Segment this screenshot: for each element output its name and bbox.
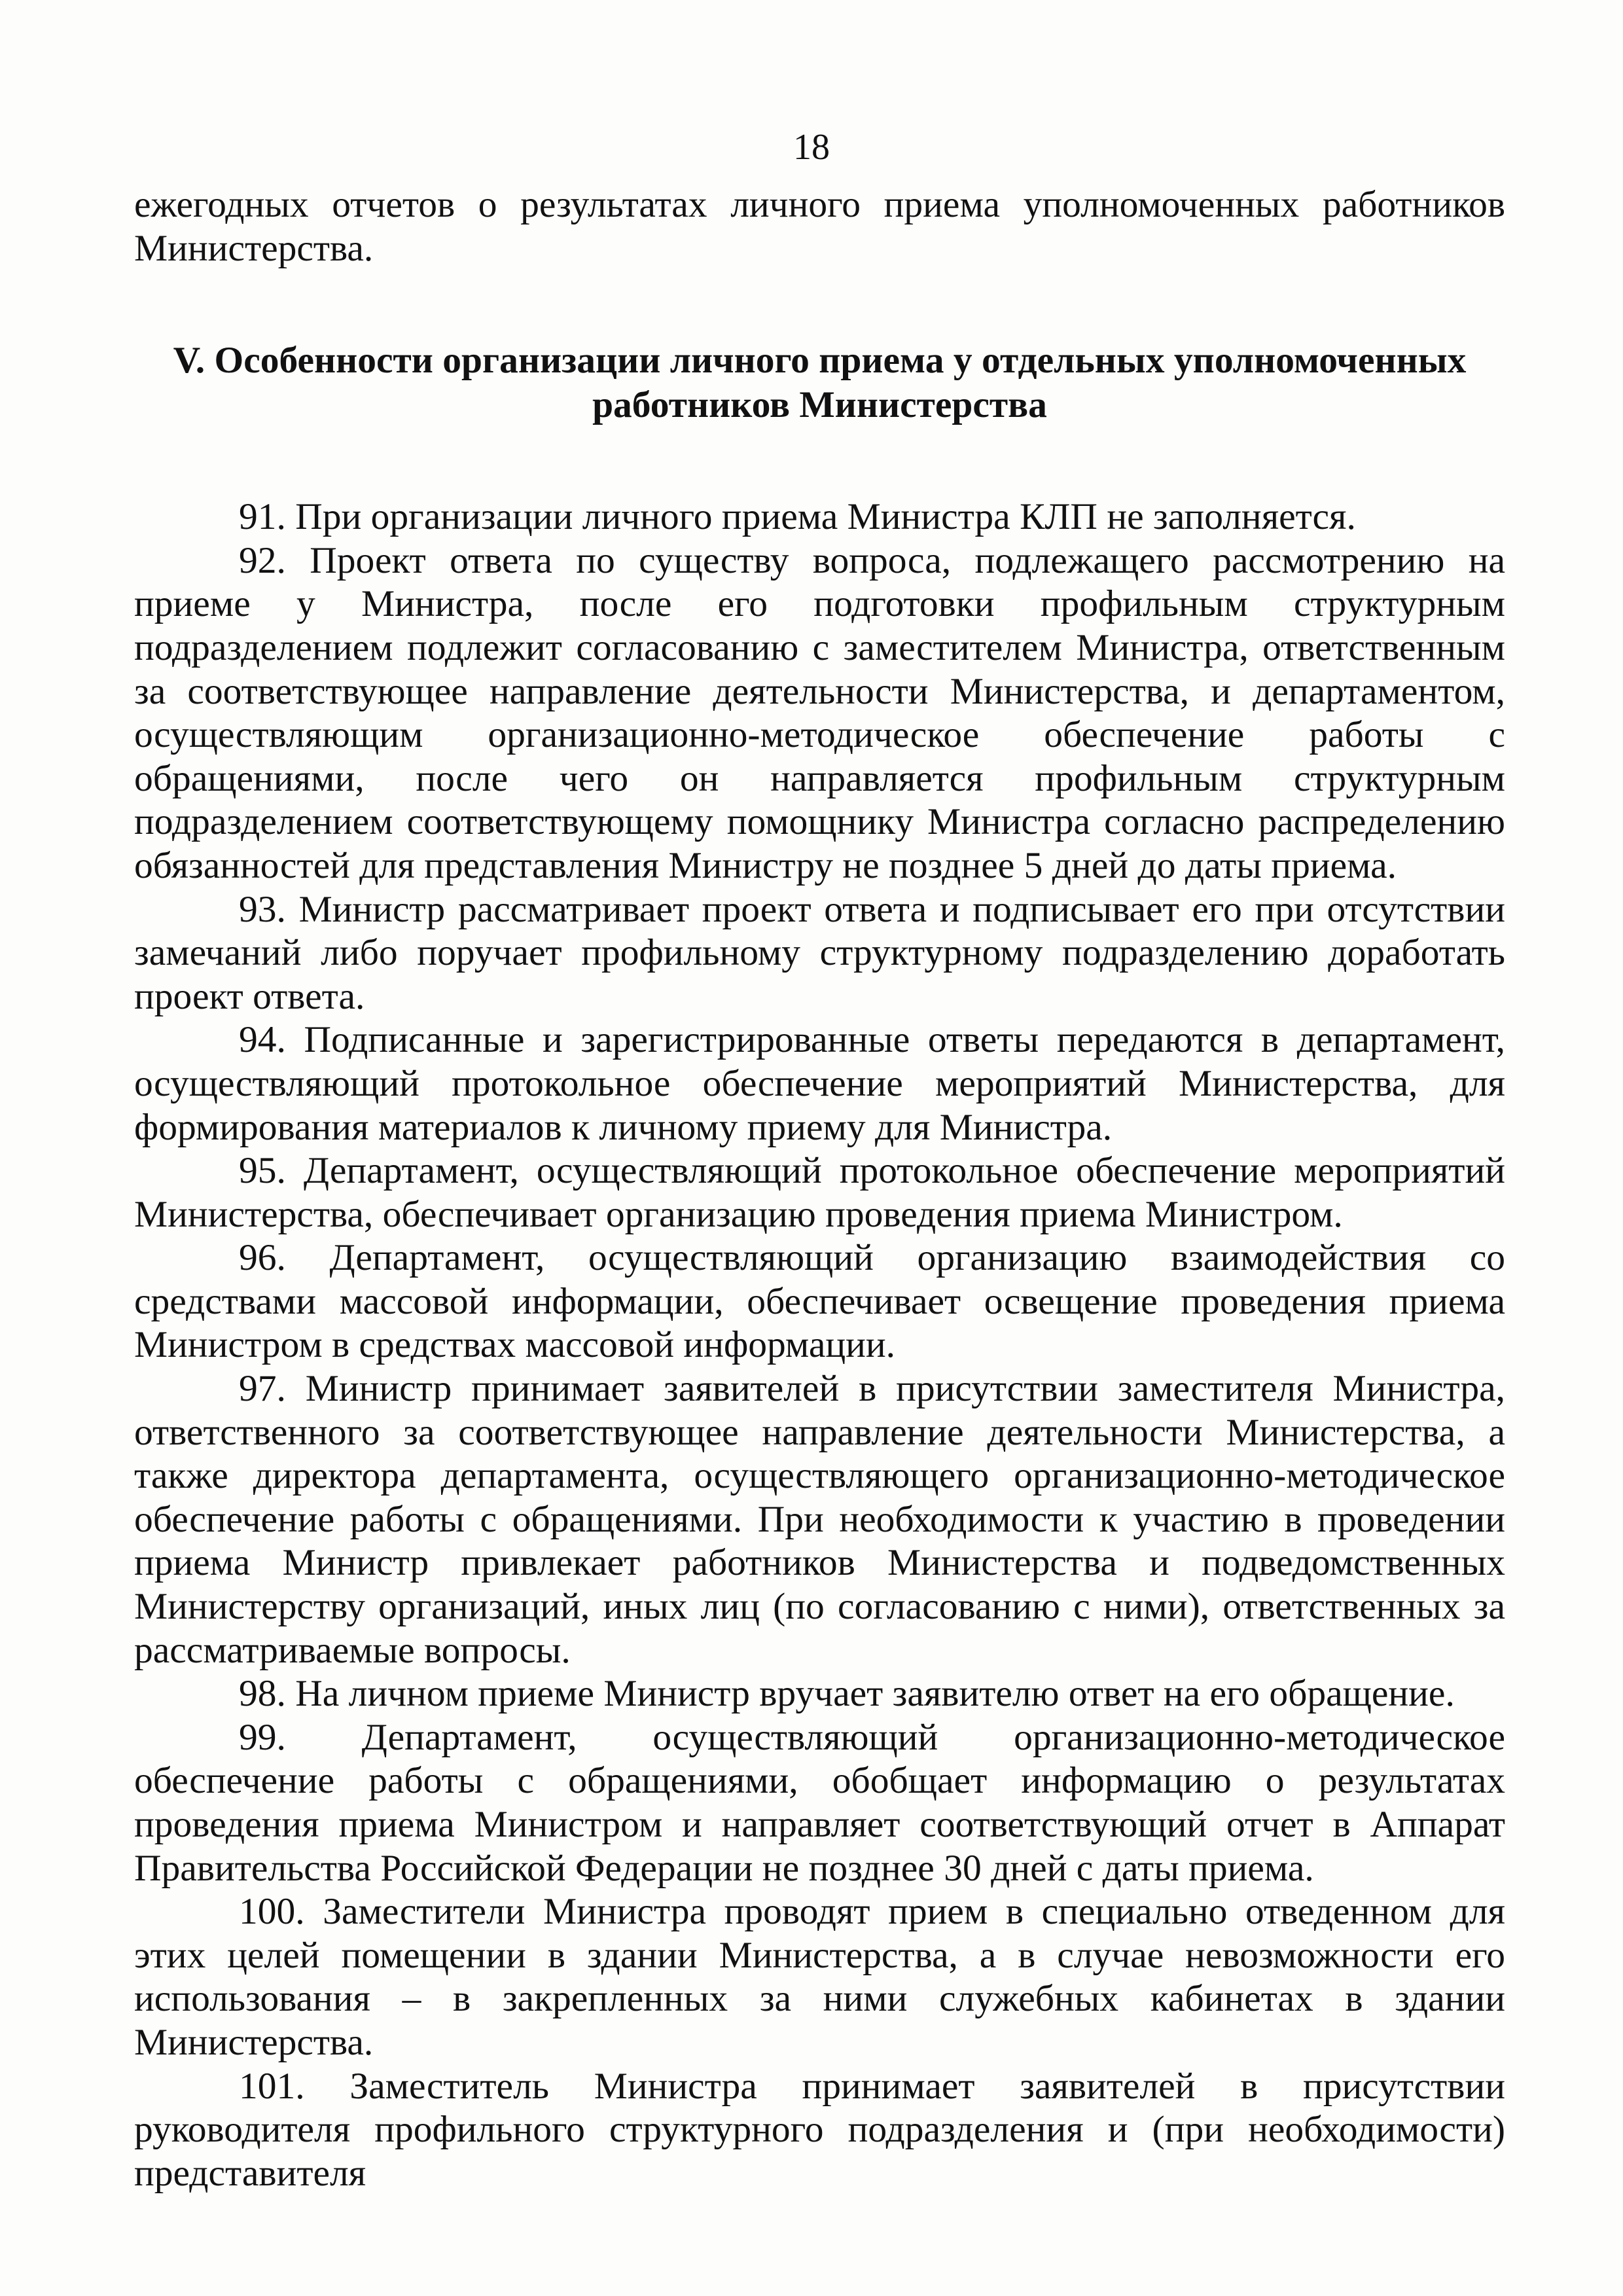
paragraph-99: 99. Департамент, осуществляющий организационно-методическое обеспечение работы с обращениями, обобщает информацию о результатах проведения приема Министром и направляет соответствующий отчет в Аппарат Правительства Российской Федерации не позднее 30 дней с даты приема. xyxy=(134,1716,1505,1889)
paragraph-92: 92. Проект ответа по существу вопроса, подлежащего рассмотрению на приеме у Министра, после его подготовки профильным структурным подразделением подлежит согласованию с заместителем Министра, ответственным за соответствующее направление деятельности Министерства, и департаментом, осуществляющим организационно-методическое обеспечение работы с обращениями, после чего он направляется профильным структурным подразделением соответствующему помощнику Министра согласно распределению обязанностей для представления Министру не позднее 5 дней до даты приема. xyxy=(134,539,1505,886)
paragraph-98: 98. На личном приеме Министр вручает заявителю ответ на его обращение. xyxy=(239,1673,1455,1715)
paragraph-97: 97. Министр принимает заявителей в присутствии заместителя Министра, ответственного за соответствующее направление деятельности Министерства, а также директора департамента, осуществляющего организационно-методическое обеспечение работы с обращениями. При необходимости к участию в проведении приема Министр привлекает работников Министерства и подведомственных Министерству организаций, иных лиц (по согласованию с ними), ответственных за рассматриваемые вопросы. xyxy=(134,1368,1505,1671)
paragraph-100: 100. Заместители Министра проводят прием в специально отведенном для этих целей помещении в здании Министерства, а в случае невозможности его использования – в закрепленных за ними служебных кабинетах в здании Министерства. xyxy=(134,1891,1505,2063)
page-number: 18 xyxy=(793,127,830,168)
section-heading: V. Особенности организации личного приема у отдельных уполномоченных работников Министерства xyxy=(173,340,1467,426)
paragraph-91: 91. При организации личного приема Министра КЛП не заполняется. xyxy=(239,496,1356,538)
paragraph-96: 96. Департамент, осуществляющий организацию взаимодействия со средствами массовой информации, обеспечивает освещение проведения приема Министром в средствах массовой информации. xyxy=(134,1237,1505,1366)
paragraph-93: 93. Министр рассматривает проект ответа и подписывает его при отсутствии замечаний либо поручает профильному структурному подразделению доработать проект ответа. xyxy=(134,888,1505,1017)
paragraph-101: 101. Заместитель Министра принимает заявителей в присутствии руководителя профильного структурного подразделения и (при необходимости) представителя xyxy=(134,2065,1505,2194)
paragraph-94: 94. Подписанные и зарегистрированные ответы передаются в департамент, осуществляющий протокольное обеспечение мероприятий Министерства, для формирования материалов к личному приему для Министра. xyxy=(134,1019,1505,1148)
intro-paragraph: ежегодных отчетов о результатах личного приема уполномоченных работников Министерства. xyxy=(134,184,1505,269)
document-body xyxy=(134,183,1505,2195)
paragraph-95: 95. Департамент, осуществляющий протокольное обеспечение мероприятий Министерства, обеспечивает организацию проведения приема Министром. xyxy=(134,1150,1505,1235)
